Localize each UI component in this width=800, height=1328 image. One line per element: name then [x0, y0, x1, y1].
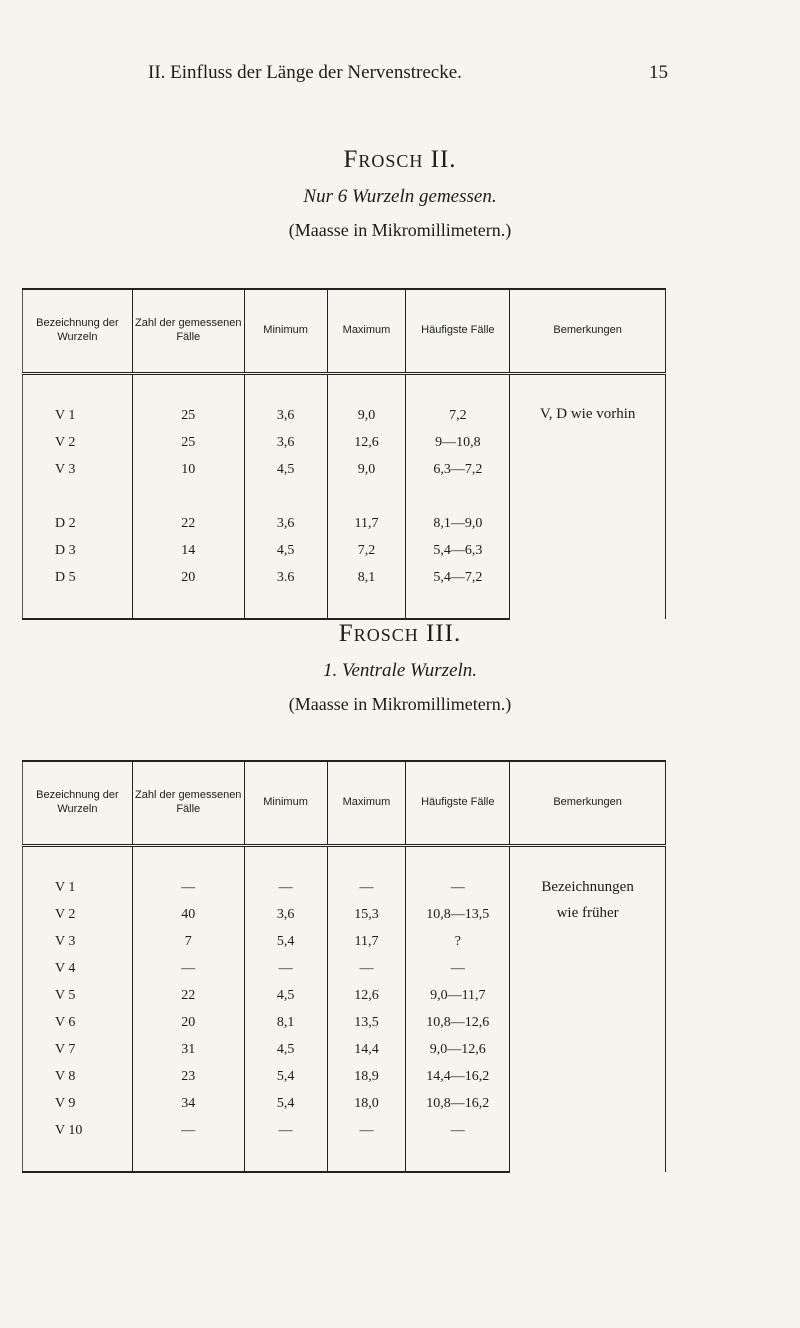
cell-minimum: — [244, 874, 327, 901]
cell-minimum: — [244, 955, 327, 982]
cell-zahl: 14 [132, 537, 244, 564]
cell-minimum: 3.6 [244, 564, 327, 591]
cell-maximum: — [327, 874, 406, 901]
table-frosch-2 [22, 288, 666, 620]
cell-haeufigste: 5,4—6,3 [406, 537, 510, 564]
cell-zahl: 20 [132, 1009, 244, 1036]
header-bezeichnung: Bezeichnung der Wurzeln [23, 761, 133, 846]
cell-wurzel: V 1 [23, 874, 133, 901]
cell-haeufigste: 5,4—7,2 [406, 564, 510, 591]
cell-haeufigste: 9,0—12,6 [406, 1036, 510, 1063]
header-haeufigste: Häufigste Fälle [406, 289, 510, 374]
cell-maximum: 13,5 [327, 1009, 406, 1036]
cell-minimum: 3,6 [244, 510, 327, 537]
cell-wurzel: V 2 [23, 429, 133, 456]
cell-haeufigste: 10,8—16,2 [406, 1090, 510, 1117]
cell-zahl: 25 [132, 429, 244, 456]
section-title: Frosch II. [343, 146, 457, 173]
header-bemerkungen: Bemerkungen [510, 289, 666, 374]
cell-zahl: 23 [132, 1063, 244, 1090]
cell-wurzel: V 9 [23, 1090, 133, 1117]
cell-wurzel: V 6 [23, 1009, 133, 1036]
table-row [23, 402, 666, 429]
cell-minimum: 5,4 [244, 1090, 327, 1117]
header-zahl: Zahl der gemessenen Fälle [132, 289, 244, 374]
cell-haeufigste: ? [406, 928, 510, 955]
table-row [23, 874, 666, 901]
running-head-title: II. Einfluss der Länge der Nervenstrecke. [148, 62, 462, 83]
cell-zahl: 7 [132, 928, 244, 955]
cell-minimum: 8,1 [244, 1009, 327, 1036]
cell-maximum: 15,3 [327, 901, 406, 928]
table-frosch-3 [22, 760, 666, 1173]
cell-minimum: — [244, 1117, 327, 1144]
header-maximum: Maximum [327, 761, 406, 846]
cell-maximum: 14,4 [327, 1036, 406, 1063]
section-units: (Maasse in Mikromillimetern.) [288, 694, 512, 714]
cell-wurzel: V 3 [23, 928, 133, 955]
cell-minimum: 5,4 [244, 928, 327, 955]
header-bemerkungen: Bemerkungen [510, 761, 666, 846]
header-maximum: Maximum [327, 289, 406, 374]
cell-maximum: 9,0 [327, 402, 406, 429]
table-header-row [23, 761, 666, 846]
cell-maximum: 7,2 [327, 537, 406, 564]
header-haeufigste: Häufigste Fälle [406, 761, 510, 846]
cell-haeufigste: 8,1—9,0 [406, 510, 510, 537]
cell-wurzel: V 8 [23, 1063, 133, 1090]
section-frosch-2 [0, 146, 800, 241]
cell-wurzel: V 5 [23, 982, 133, 1009]
cell-minimum: 3,6 [244, 402, 327, 429]
cell-haeufigste: 9—10,8 [406, 429, 510, 456]
cell-minimum: 4,5 [244, 1036, 327, 1063]
cell-maximum: 8,1 [327, 564, 406, 591]
cell-wurzel: D 3 [23, 537, 133, 564]
cell-haeufigste: — [406, 955, 510, 982]
cell-maximum: 18,9 [327, 1063, 406, 1090]
cell-zahl: — [132, 874, 244, 901]
section-title: Frosch III. [338, 620, 462, 647]
cell-zahl: 22 [132, 982, 244, 1009]
cell-wurzel: D 5 [23, 564, 133, 591]
cell-haeufigste: 10,8—12,6 [406, 1009, 510, 1036]
cell-bemerkungen-1: Bezeichnungen [510, 874, 666, 901]
header-zahl: Zahl der gemessenen Fälle [132, 761, 244, 846]
cell-minimum: 3,6 [244, 901, 327, 928]
cell-minimum: 4,5 [244, 537, 327, 564]
cell-haeufigste: 10,8—13,5 [406, 901, 510, 928]
header-minimum: Minimum [244, 761, 327, 846]
cell-minimum: 4,5 [244, 456, 327, 483]
cell-maximum: 12,6 [327, 982, 406, 1009]
cell-minimum: 5,4 [244, 1063, 327, 1090]
cell-wurzel: V 2 [23, 901, 133, 928]
cell-maximum: — [327, 955, 406, 982]
cell-haeufigste: — [406, 874, 510, 901]
cell-zahl: 34 [132, 1090, 244, 1117]
cell-wurzel: V 1 [23, 402, 133, 429]
cell-wurzel: V 4 [23, 955, 133, 982]
cell-maximum: 11,7 [327, 510, 406, 537]
cell-zahl: 10 [132, 456, 244, 483]
section-subtitle: 1. Ventrale Wurzeln. [322, 660, 478, 681]
cell-maximum: 11,7 [327, 928, 406, 955]
cell-haeufigste: 7,2 [406, 402, 510, 429]
section-subtitle: Nur 6 Wurzeln gemessen. [303, 186, 497, 207]
table-header-row [23, 289, 666, 374]
cell-haeufigste: — [406, 1117, 510, 1144]
cell-zahl: 22 [132, 510, 244, 537]
cell-zahl: — [132, 955, 244, 982]
cell-zahl: — [132, 1117, 244, 1144]
cell-maximum: 9,0 [327, 456, 406, 483]
page-number: 15 [649, 62, 668, 83]
header-bezeichnung: Bezeichnung der Wurzeln [23, 289, 133, 374]
cell-wurzel: V 7 [23, 1036, 133, 1063]
cell-wurzel: D 2 [23, 510, 133, 537]
cell-zahl: 25 [132, 402, 244, 429]
cell-minimum: 4,5 [244, 982, 327, 1009]
cell-haeufigste: 6,3—7,2 [406, 456, 510, 483]
cell-minimum: 3,6 [244, 429, 327, 456]
cell-wurzel: V 10 [23, 1117, 133, 1144]
section-frosch-3 [0, 620, 800, 715]
table-row [23, 901, 666, 928]
cell-maximum: — [327, 1117, 406, 1144]
cell-zahl: 31 [132, 1036, 244, 1063]
cell-wurzel: V 3 [23, 456, 133, 483]
cell-zahl: 40 [132, 901, 244, 928]
cell-bemerkungen: V, D wie vorhin [510, 402, 666, 619]
cell-haeufigste: 9,0—11,7 [406, 982, 510, 1009]
section-units: (Maasse in Mikromillimetern.) [288, 220, 512, 240]
cell-bemerkungen-2: wie früher [510, 901, 666, 1172]
cell-maximum: 18,0 [327, 1090, 406, 1117]
cell-zahl: 20 [132, 564, 244, 591]
header-minimum: Minimum [244, 289, 327, 374]
cell-haeufigste: 14,4—16,2 [406, 1063, 510, 1090]
cell-maximum: 12,6 [327, 429, 406, 456]
